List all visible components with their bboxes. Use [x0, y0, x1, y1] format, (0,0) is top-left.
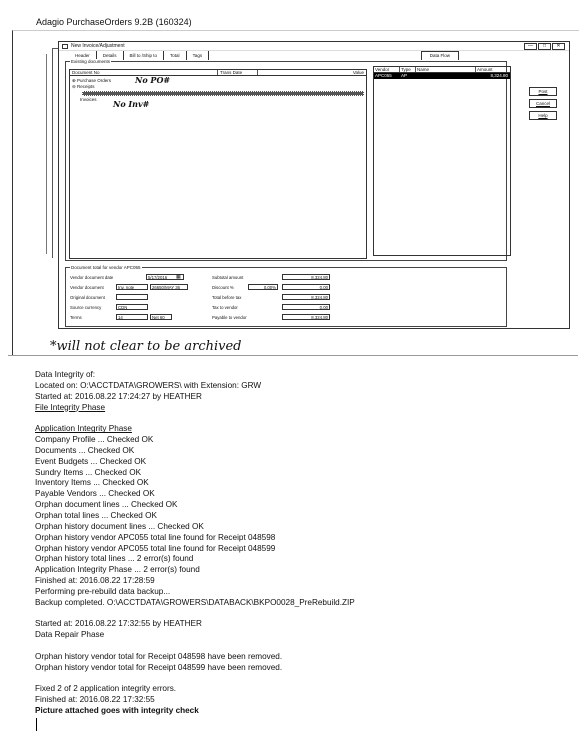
tab-data-flow[interactable]: Data Flow: [421, 51, 459, 60]
tree-item-receipts[interactable]: [72, 84, 95, 90]
vendor-document-label: Vendor document: [70, 285, 104, 290]
log-line: [35, 609, 575, 620]
tab-header[interactable]: Header: [69, 51, 97, 60]
log-line: Orphan history vendor total for Receipt 048598 have been removed.: [35, 651, 283, 661]
payable-label: Payable to vendor: [212, 315, 247, 320]
log-line: Orphan history vendor total for Receipt 048599 have been removed.: [35, 662, 283, 672]
column-name[interactable]: Name: [416, 67, 476, 72]
log-line: Application Integrity Phase ... 2 error(s) found: [35, 565, 200, 575]
existing-documents-title: Existing documents: [71, 59, 111, 64]
scan-divider: [8, 355, 578, 356]
discount-percent-field[interactable]: 0.00%: [248, 284, 278, 290]
window-controls: [524, 43, 565, 50]
log-line: Orphan history document lines ... Checked OK: [35, 521, 204, 531]
vendor-row[interactable]: [374, 73, 510, 79]
log-line: Orphan history total lines ... 2 error(s) found: [35, 554, 194, 564]
integrity-log: [35, 370, 575, 717]
tree-expand-icon: ⊕: [72, 78, 78, 83]
log-line: Orphan document lines ... Checked OK: [35, 500, 178, 510]
subtotal-value: 8,324.80: [282, 274, 330, 280]
vendor-name: [416, 73, 476, 79]
original-document-select[interactable]: [116, 294, 148, 300]
close-icon[interactable]: ✕: [552, 43, 565, 50]
tree-header: [70, 70, 366, 76]
terms-select[interactable]: 14: [116, 314, 148, 320]
log-line: Finished at: 2016.08.22 17:32:55: [35, 695, 155, 705]
log-line: Sundry Items ... Checked OK: [35, 467, 142, 477]
log-line: Data Repair Phase: [35, 630, 105, 640]
tab-tags[interactable]: Tags: [187, 51, 210, 60]
log-line: Inventory Items ... Checked OK: [35, 478, 149, 488]
text-cursor: [36, 718, 37, 731]
log-line: Application Integrity Phase: [35, 424, 132, 434]
payable-value: 8,324.80: [282, 314, 330, 320]
column-value[interactable]: Value: [352, 70, 364, 75]
log-line: Picture attached goes with integrity check: [35, 706, 199, 716]
minimize-icon[interactable]: —: [524, 43, 537, 50]
calendar-icon[interactable]: ▦: [176, 274, 181, 280]
tax-label: Tax to vendor: [212, 305, 238, 310]
window-titlebar: [59, 42, 569, 51]
log-line: File Integrity Phase: [35, 402, 106, 412]
column-vendor[interactable]: Vendor: [374, 67, 400, 72]
source-currency-select[interactable]: CDN: [116, 304, 148, 310]
log-line: Located on: O:\ACCTDATA\GROWERS\ with Extension: GRW: [35, 380, 262, 390]
log-line: Orphan total lines ... Checked OK: [35, 510, 157, 520]
maximize-icon[interactable]: □: [538, 43, 551, 50]
vendor-amount: 8,324.80: [490, 73, 508, 78]
log-line: [35, 674, 575, 685]
column-amount[interactable]: Amount: [477, 67, 493, 72]
log-line: Data Integrity of:: [35, 370, 96, 379]
column-document-no[interactable]: Document No: [70, 70, 218, 75]
terms-description: Net 60: [150, 314, 172, 320]
log-line: Payable Vendors ... Checked OK: [35, 489, 155, 499]
discount-label: Discount %: [212, 285, 234, 290]
log-line: Fixed 2 of 2 application integrity errors.: [35, 684, 177, 694]
tree-item-label: Invoices: [80, 97, 97, 102]
tax-value: 0.00: [282, 304, 330, 310]
log-line: Event Budgets ... Checked OK: [35, 456, 147, 466]
tab-total[interactable]: Total: [164, 51, 187, 60]
cancel-button[interactable]: Cancel: [529, 99, 557, 108]
handwritten-no-po: No PO#: [135, 75, 171, 85]
document-totals-panel: [65, 267, 507, 327]
vendor-type: AP: [401, 73, 408, 78]
tree-item-invoices[interactable]: [80, 97, 97, 102]
log-line: Documents ... Checked OK: [35, 445, 135, 455]
tab-details[interactable]: Details: [97, 51, 124, 60]
log-line: Orphan history vendor APC055 total line found for Receipt 048598: [35, 532, 276, 542]
log-line: Started at: 2016.08.22 17:24:27 by HEATHER: [35, 391, 202, 401]
tree-item-label: Receipts: [77, 84, 95, 89]
tab-bill-ship[interactable]: Bill to /Ship to: [124, 51, 165, 60]
log-line: Backup completed. O:\ACCTDATA\GROWERS\DATABACK\BKPO0028_PreRebuild.ZIP: [35, 597, 355, 607]
selected-receipt-row[interactable]: [82, 91, 364, 96]
invoice-window: [58, 41, 570, 329]
tree-item-label: Purchase Orders: [77, 78, 112, 83]
document-totals-title: Document total for vendor APC055: [71, 265, 141, 270]
vendor-doc-date-field[interactable]: 5/17/2016: [146, 274, 184, 280]
vendor-doc-number-field[interactable]: 26650/MAY 36: [150, 284, 188, 290]
log-line: Started at: 2016.08.22 17:32:55 by HEATHER: [35, 619, 202, 629]
vendor-doc-date-label: Vendor document date: [70, 275, 114, 280]
log-line: [35, 413, 575, 424]
log-line: Orphan history vendor APC055 total line found for Receipt 048599: [35, 543, 276, 553]
log-line: Performing pre-rebuild data backup...: [35, 586, 171, 596]
document-tree[interactable]: [69, 69, 367, 259]
terms-label: Terms: [70, 315, 82, 320]
help-button[interactable]: Help: [529, 111, 557, 120]
document-header: Adagio PurchaseOrders 9.2B (160324): [36, 17, 192, 27]
handwritten-note: *will not clear to be archived: [50, 339, 242, 354]
subtotal-label: Subtotal amount: [212, 275, 244, 280]
tree-collapse-icon: ⊖: [72, 84, 78, 89]
vendor-code: APC055: [375, 73, 392, 78]
discount-amount-field[interactable]: 0.00: [282, 284, 330, 290]
handwritten-no-inv: No Inv#: [113, 99, 150, 109]
log-line: Company Profile ... Checked OK: [35, 435, 154, 445]
window-app-icon: [62, 44, 68, 49]
original-document-label: Original document: [70, 295, 105, 300]
vendor-doc-type-select[interactable]: Inv. note: [116, 284, 148, 290]
total-before-tax-value: 8,324.80: [282, 294, 330, 300]
column-trans-date[interactable]: Trans Date: [218, 70, 258, 75]
vendor-grid[interactable]: [373, 66, 511, 256]
window-title: New Invoice/Adjustment: [71, 43, 125, 49]
log-line: [35, 641, 575, 652]
total-before-tax-label: Total before tax: [212, 295, 242, 300]
log-line: Finished at: 2016.08.22 17:28:59: [35, 576, 155, 586]
source-currency-label: Source currency: [70, 305, 102, 310]
column-type[interactable]: Type: [400, 67, 416, 72]
tab-bar: [69, 51, 459, 60]
post-button[interactable]: Post: [529, 87, 557, 96]
